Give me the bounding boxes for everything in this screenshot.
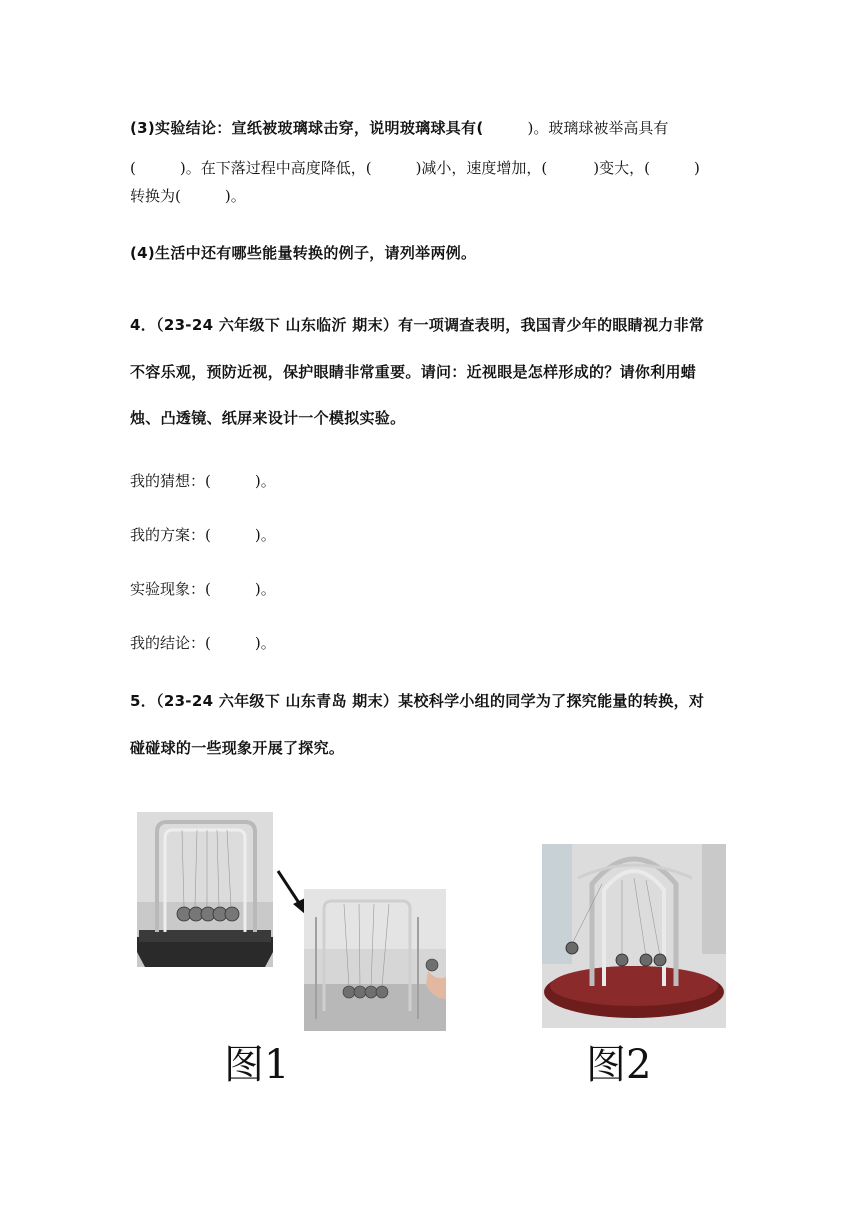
field-phenomenon	[130, 579, 276, 599]
field-end: )。	[254, 472, 276, 490]
field-label: 我的方案：(	[130, 526, 211, 544]
figure-2-caption: 图2	[586, 1042, 652, 1088]
q5-line-1: 5．（23-24 六年级下 山东青岛 期末）某校科学小组的同学为了探究能量的转换，对	[130, 692, 705, 710]
q3-text: )	[694, 159, 700, 177]
field-end: )。	[254, 580, 276, 598]
q5-line-2: 碰碰球的一些现象开展了探究。	[130, 739, 345, 757]
q3-text: )变大，(	[593, 159, 651, 177]
q4-line-1: 4．（23-24 六年级下 山东临沂 期末）有一项调查表明，我国青少年的眼睛视力非常	[130, 316, 705, 334]
q3-text: (3)实验结论：宣纸被玻璃球击穿，说明玻璃球具有(	[130, 119, 484, 137]
field-label: 我的结论：(	[130, 634, 211, 652]
q3-text: 转换为(	[130, 187, 181, 205]
q3-text: )减小，速度增加，(	[415, 159, 548, 177]
field-plan	[130, 525, 276, 545]
q4-sub-question: (4)生活中还有哪些能量转换的例子，请列举两例。	[130, 244, 477, 262]
q4-line-3: 烛、凸透镜、纸屏来设计一个模拟实验。	[130, 409, 406, 427]
figure-1-caption: 图1	[224, 1042, 290, 1088]
field-guess	[130, 471, 276, 491]
newtons-cradle-photo-2	[304, 889, 446, 1031]
q3-text: )。玻璃球被举高具有	[527, 119, 669, 137]
q3-text: )。	[224, 187, 246, 205]
q3-line-2	[130, 158, 700, 178]
field-label: 我的猜想：(	[130, 472, 211, 490]
newtons-cradle-photo-3	[542, 844, 726, 1028]
field-conclusion	[130, 633, 276, 653]
q4-line-2: 不容乐观，预防近视，保护眼睛非常重要。请问：近视眼是怎样形成的？请你利用蜡	[130, 363, 697, 381]
field-end: )。	[254, 526, 276, 544]
q3-text: (	[130, 159, 136, 177]
field-end: )。	[254, 634, 276, 652]
newtons-cradle-photo-1	[137, 812, 273, 967]
field-label: 实验现象：(	[130, 580, 211, 598]
q3-text: )。在下落过程中高度降低，(	[179, 159, 372, 177]
q3-line-3	[130, 186, 246, 206]
q3-line-1	[130, 118, 668, 138]
